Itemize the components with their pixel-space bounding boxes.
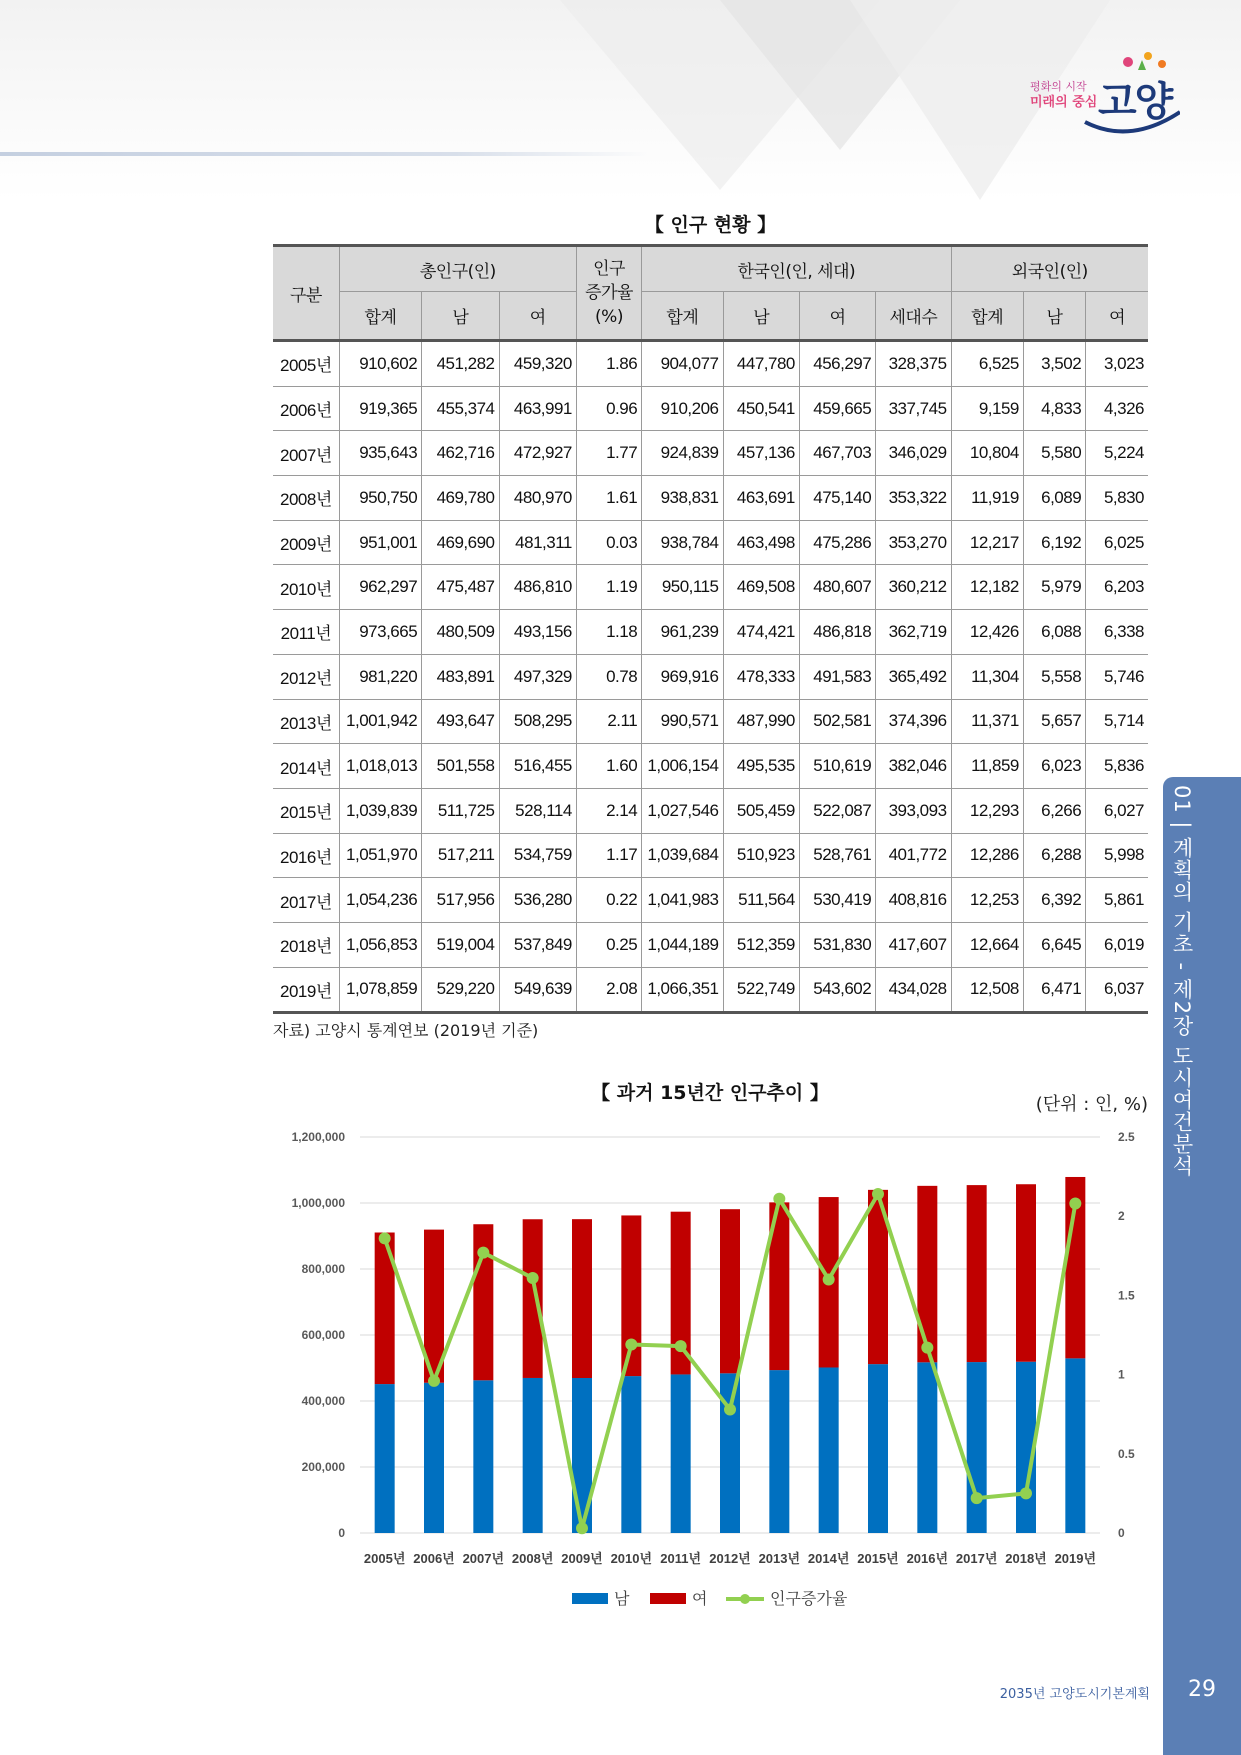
table-cell: 457,136 (723, 431, 799, 476)
table-cell: 493,647 (422, 699, 499, 744)
table-cell: 1.17 (576, 833, 641, 878)
table-cell: 543,602 (799, 967, 875, 1013)
table-cell: 455,374 (422, 386, 499, 431)
year-cell: 2006년 (273, 386, 339, 431)
table-cell: 1.60 (576, 744, 641, 789)
table-cell: 530,419 (799, 878, 875, 923)
y-left-tick-label: 600,000 (301, 1328, 345, 1342)
y-right-tick-label: 0.5 (1118, 1446, 1135, 1461)
table-cell: 1,051,970 (339, 833, 421, 878)
table-cell: 328,375 (876, 341, 951, 387)
table-cell: 531,830 (799, 922, 875, 967)
header-korean-male: 남 (723, 292, 799, 341)
y-left-tick-label: 400,000 (301, 1394, 345, 1408)
table-cell: 0.22 (576, 878, 641, 923)
bar-male (375, 1384, 395, 1533)
table-cell: 919,365 (339, 386, 421, 431)
table-cell: 487,990 (723, 699, 799, 744)
table-cell: 12,293 (951, 788, 1023, 833)
table-cell: 6,192 (1023, 520, 1085, 565)
growth-rate-point (625, 1339, 637, 1351)
table-cell: 517,956 (422, 878, 499, 923)
growth-rate-point (921, 1342, 933, 1354)
table-cell: 0.96 (576, 386, 641, 431)
bar-male (671, 1374, 691, 1533)
table-cell: 962,297 (339, 565, 421, 610)
table-cell: 11,919 (951, 476, 1023, 521)
x-tick-label: 2018년 (1005, 1551, 1047, 1566)
footer-title: 2035년 고양도시기본계획 (999, 1687, 1150, 1702)
y-right-tick-label: 2.5 (1118, 1130, 1135, 1144)
table-cell: 6,019 (1086, 922, 1148, 967)
bar-female (917, 1186, 937, 1362)
bar-female (1016, 1184, 1036, 1361)
x-tick-label: 2017년 (955, 1551, 998, 1566)
chart-unit-label: (단위 : 인, %) (1035, 1094, 1148, 1115)
table-cell: 1,039,684 (642, 833, 723, 878)
header-growth-rate (576, 246, 641, 341)
x-tick-label: 2007년 (462, 1551, 505, 1566)
table-cell: 469,780 (422, 476, 499, 521)
table-cell: 951,001 (339, 520, 421, 565)
table-cell: 511,725 (422, 788, 499, 833)
chapter-side-label: 01 | 계획의 기초 - 제2장 도시여건분석 (1170, 785, 1194, 1177)
x-tick-label: 2011년 (660, 1551, 702, 1566)
table-cell: 12,286 (951, 833, 1023, 878)
table-row (273, 788, 1148, 833)
table-cell: 451,282 (422, 341, 499, 387)
table-cell: 475,286 (799, 520, 875, 565)
y-right-tick-label: 1 (1118, 1367, 1125, 1382)
table-cell: 10,804 (951, 431, 1023, 476)
table-cell: 474,421 (723, 610, 799, 655)
logo-slogan-1: 평화의 시작 (1030, 80, 1087, 93)
table-cell: 2.11 (576, 699, 641, 744)
x-tick-label: 2006년 (413, 1551, 455, 1566)
population-table-body (273, 341, 1148, 1013)
table-cell: 528,114 (499, 788, 576, 833)
y-left-tick-label: 200,000 (301, 1460, 345, 1474)
table-cell: 1,039,839 (339, 788, 421, 833)
table-row (273, 520, 1148, 565)
table-cell: 5,714 (1086, 699, 1148, 744)
growth-rate-point (675, 1340, 687, 1352)
table-cell: 981,220 (339, 654, 421, 699)
table-cell: 973,665 (339, 610, 421, 655)
table-cell: 910,602 (339, 341, 421, 387)
bar-male (1065, 1358, 1085, 1533)
table-cell: 382,046 (876, 744, 951, 789)
legend-label-growth: 인구증가율 (770, 1589, 848, 1608)
table-cell: 12,253 (951, 878, 1023, 923)
table-cell: 528,761 (799, 833, 875, 878)
table-source-note: 자료) 고양시 통계연보 (2019년 기준) (273, 1021, 539, 1040)
table-row (273, 341, 1148, 387)
legend-label-male: 남 (614, 1589, 630, 1608)
table-cell: 510,923 (723, 833, 799, 878)
table-cell: 5,558 (1023, 654, 1085, 699)
table-cell: 1.86 (576, 341, 641, 387)
table-cell: 6,089 (1023, 476, 1085, 521)
table-row (273, 386, 1148, 431)
table-cell: 346,029 (876, 431, 951, 476)
table-cell: 6,027 (1086, 788, 1148, 833)
x-tick-label: 2015년 (857, 1551, 899, 1566)
table-cell: 529,220 (422, 967, 499, 1013)
table-cell: 510,619 (799, 744, 875, 789)
x-tick-label: 2009년 (561, 1551, 603, 1566)
year-cell: 2013년 (273, 699, 339, 744)
x-tick-label: 2016년 (906, 1551, 949, 1566)
table-cell: 938,784 (642, 520, 723, 565)
table-cell: 450,541 (723, 386, 799, 431)
table-cell: 408,816 (876, 878, 951, 923)
table-cell: 3,023 (1086, 341, 1148, 387)
table-cell: 1,027,546 (642, 788, 723, 833)
table-row (273, 654, 1148, 699)
table-cell: 1,054,236 (339, 878, 421, 923)
table-cell: 950,115 (642, 565, 723, 610)
table-cell: 502,581 (799, 699, 875, 744)
bar-male (424, 1383, 444, 1533)
bar-female (720, 1209, 740, 1373)
table-row (273, 476, 1148, 521)
year-cell: 2017년 (273, 878, 339, 923)
x-tick-label: 2010년 (610, 1551, 653, 1566)
year-cell: 2014년 (273, 744, 339, 789)
table-cell: 481,311 (499, 520, 576, 565)
table-cell: 1,001,942 (339, 699, 421, 744)
table-cell: 486,810 (499, 565, 576, 610)
growth-rate-point (971, 1492, 983, 1504)
table-cell: 1,056,853 (339, 922, 421, 967)
population-trend-chart (270, 1120, 1150, 1620)
year-cell: 2005년 (273, 341, 339, 387)
table-title: 【 인구 현황 】 (644, 214, 777, 236)
table-row (273, 878, 1148, 923)
growth-rate-point (823, 1274, 835, 1286)
table-cell: 534,759 (499, 833, 576, 878)
table-cell: 5,830 (1086, 476, 1148, 521)
table-cell: 11,371 (951, 699, 1023, 744)
table-cell: 1,041,983 (642, 878, 723, 923)
table-cell: 536,280 (499, 878, 576, 923)
table-row (273, 744, 1148, 789)
legend-label-female: 여 (692, 1589, 708, 1608)
growth-rate-point (477, 1247, 489, 1259)
table-cell: 5,224 (1086, 431, 1148, 476)
header-growth-rate-line2: 증가율 (585, 283, 633, 303)
header-growth-rate-line1: 인구 (593, 259, 625, 279)
bar-male (473, 1380, 493, 1533)
table-cell: 434,028 (876, 967, 951, 1013)
y-right-tick-label: 2 (1118, 1209, 1125, 1224)
table-cell: 12,217 (951, 520, 1023, 565)
table-cell: 462,716 (422, 431, 499, 476)
growth-rate-point (527, 1272, 539, 1284)
table-cell: 910,206 (642, 386, 723, 431)
header-korean-households: 세대수 (876, 292, 951, 341)
table-cell: 6,203 (1086, 565, 1148, 610)
table-cell: 1,044,189 (642, 922, 723, 967)
table-cell: 486,818 (799, 610, 875, 655)
table-cell: 12,508 (951, 967, 1023, 1013)
table-cell: 3,502 (1023, 341, 1085, 387)
bar-male (621, 1376, 641, 1533)
header-korean-female: 여 (799, 292, 875, 341)
bar-female (967, 1185, 987, 1362)
table-cell: 517,211 (422, 833, 499, 878)
table-cell: 938,831 (642, 476, 723, 521)
table-cell: 472,927 (499, 431, 576, 476)
table-row (273, 833, 1148, 878)
table-cell: 6,288 (1023, 833, 1085, 878)
growth-rate-point (1020, 1487, 1032, 1499)
table-cell: 353,322 (876, 476, 951, 521)
table-cell: 6,088 (1023, 610, 1085, 655)
header-foreign-male: 남 (1023, 292, 1085, 341)
growth-rate-point (1069, 1198, 1081, 1210)
header-total-sum: 합계 (339, 292, 421, 341)
year-cell: 2018년 (273, 922, 339, 967)
table-cell: 6,525 (951, 341, 1023, 387)
table-cell: 480,970 (499, 476, 576, 521)
year-cell: 2019년 (273, 967, 339, 1013)
bar-male (523, 1378, 543, 1533)
table-cell: 924,839 (642, 431, 723, 476)
growth-rate-point (773, 1193, 785, 1205)
table-cell: 2.14 (576, 788, 641, 833)
table-row (273, 699, 1148, 744)
legend-swatch-male (572, 1593, 608, 1604)
logo-name: 고양 (1098, 79, 1172, 125)
y-left-tick-label: 0 (338, 1526, 345, 1540)
table-cell: 6,025 (1086, 520, 1148, 565)
table-cell: 6,392 (1023, 878, 1085, 923)
table-cell: 1.77 (576, 431, 641, 476)
table-cell: 469,508 (723, 565, 799, 610)
table-cell: 459,320 (499, 341, 576, 387)
bar-male (967, 1362, 987, 1533)
table-cell: 463,991 (499, 386, 576, 431)
y-left-tick-label: 1,200,000 (291, 1130, 345, 1144)
x-tick-label: 2005년 (363, 1551, 406, 1566)
year-cell: 2012년 (273, 654, 339, 699)
table-cell: 1.19 (576, 565, 641, 610)
table-cell: 483,891 (422, 654, 499, 699)
table-cell: 12,182 (951, 565, 1023, 610)
population-table (273, 244, 1148, 1014)
growth-rate-point (724, 1403, 736, 1415)
table-cell: 447,780 (723, 341, 799, 387)
y-right-tick-label: 0 (1118, 1526, 1125, 1540)
legend-swatch-female (650, 1593, 686, 1604)
legend-swatch-growth-point (740, 1594, 750, 1604)
table-cell: 1,066,351 (642, 967, 723, 1013)
table-cell: 491,583 (799, 654, 875, 699)
table-cell: 5,580 (1023, 431, 1085, 476)
table-cell: 11,859 (951, 744, 1023, 789)
logo-slogan-2: 미래의 중심 (1030, 95, 1098, 110)
growth-rate-point (576, 1522, 588, 1534)
table-cell: 5,746 (1086, 654, 1148, 699)
table-cell: 475,487 (422, 565, 499, 610)
table-cell: 0.25 (576, 922, 641, 967)
table-cell: 1.61 (576, 476, 641, 521)
table-cell: 6,645 (1023, 922, 1085, 967)
table-cell: 961,239 (642, 610, 723, 655)
bar-male (769, 1370, 789, 1533)
table-cell: 11,304 (951, 654, 1023, 699)
table-cell: 475,140 (799, 476, 875, 521)
table-cell: 467,703 (799, 431, 875, 476)
year-cell: 2015년 (273, 788, 339, 833)
y-right-tick-label: 1.5 (1118, 1288, 1135, 1303)
table-cell: 362,719 (876, 610, 951, 655)
header-foreign: 외국인(인) (951, 246, 1148, 292)
table-cell: 2.08 (576, 967, 641, 1013)
table-cell: 516,455 (499, 744, 576, 789)
bar-female (572, 1219, 592, 1378)
table-cell: 990,571 (642, 699, 723, 744)
table-cell: 5,998 (1086, 833, 1148, 878)
table-cell: 505,459 (723, 788, 799, 833)
table-cell: 6,023 (1023, 744, 1085, 789)
year-cell: 2009년 (273, 520, 339, 565)
header-total-female: 여 (499, 292, 576, 341)
table-cell: 4,326 (1086, 386, 1148, 431)
table-cell: 4,833 (1023, 386, 1085, 431)
header-korean-sum: 합계 (642, 292, 723, 341)
table-cell: 6,338 (1086, 610, 1148, 655)
table-cell: 969,916 (642, 654, 723, 699)
table-cell: 365,492 (876, 654, 951, 699)
chart-title: 【 과거 15년간 인구추이 】 (591, 1082, 829, 1104)
table-row (273, 967, 1148, 1013)
table-cell: 6,266 (1023, 788, 1085, 833)
table-cell: 463,498 (723, 520, 799, 565)
table-row (273, 565, 1148, 610)
table-cell: 393,093 (876, 788, 951, 833)
table-cell: 401,772 (876, 833, 951, 878)
table-cell: 935,643 (339, 431, 421, 476)
y-left-tick-label: 800,000 (301, 1262, 345, 1276)
header-total-male: 남 (422, 292, 499, 341)
x-tick-label: 2019년 (1054, 1551, 1097, 1566)
table-cell: 463,691 (723, 476, 799, 521)
table-cell: 904,077 (642, 341, 723, 387)
header-growth-rate-line3: (%) (595, 307, 623, 327)
table-cell: 1,006,154 (642, 744, 723, 789)
table-cell: 353,270 (876, 520, 951, 565)
table-cell: 337,745 (876, 386, 951, 431)
year-cell: 2010년 (273, 565, 339, 610)
table-cell: 549,639 (499, 967, 576, 1013)
table-cell: 360,212 (876, 565, 951, 610)
table-cell: 478,333 (723, 654, 799, 699)
growth-rate-point (428, 1375, 440, 1387)
bar-male (868, 1364, 888, 1533)
header-rule (0, 152, 650, 156)
table-row (273, 610, 1148, 655)
header-category: 구분 (273, 246, 339, 341)
table-row (273, 431, 1148, 476)
table-cell: 495,535 (723, 744, 799, 789)
table-cell: 1,018,013 (339, 744, 421, 789)
table-cell: 519,004 (422, 922, 499, 967)
year-cell: 2008년 (273, 476, 339, 521)
table-cell: 459,665 (799, 386, 875, 431)
table-cell: 480,509 (422, 610, 499, 655)
table-cell: 0.03 (576, 520, 641, 565)
x-tick-label: 2012년 (709, 1551, 751, 1566)
page-number: 29 (1188, 1677, 1216, 1702)
header-foreign-female: 여 (1086, 292, 1148, 341)
header-total-population: 총인구(인) (339, 246, 576, 292)
table-cell: 6,471 (1023, 967, 1085, 1013)
year-cell: 2016년 (273, 833, 339, 878)
table-cell: 511,564 (723, 878, 799, 923)
year-cell: 2007년 (273, 431, 339, 476)
table-cell: 5,836 (1086, 744, 1148, 789)
table-cell: 493,156 (499, 610, 576, 655)
table-row (273, 922, 1148, 967)
table-cell: 417,607 (876, 922, 951, 967)
city-logo (1030, 50, 1180, 135)
table-cell: 950,750 (339, 476, 421, 521)
table-cell: 12,426 (951, 610, 1023, 655)
y-left-tick-label: 1,000,000 (291, 1196, 345, 1210)
table-cell: 522,087 (799, 788, 875, 833)
table-cell: 480,607 (799, 565, 875, 610)
table-cell: 1.18 (576, 610, 641, 655)
table-cell: 0.78 (576, 654, 641, 699)
bar-male (819, 1367, 839, 1533)
bar-female (523, 1219, 543, 1378)
x-tick-label: 2013년 (758, 1551, 801, 1566)
table-cell: 9,159 (951, 386, 1023, 431)
table-cell: 12,664 (951, 922, 1023, 967)
header-foreign-sum: 합계 (951, 292, 1023, 341)
table-cell: 5,657 (1023, 699, 1085, 744)
growth-rate-point (872, 1188, 884, 1200)
growth-rate-point (379, 1232, 391, 1244)
table-cell: 1,078,859 (339, 967, 421, 1013)
table-cell: 501,558 (422, 744, 499, 789)
bar-male (917, 1362, 937, 1533)
year-cell: 2011년 (273, 610, 339, 655)
table-cell: 456,297 (799, 341, 875, 387)
table-cell: 537,849 (499, 922, 576, 967)
x-tick-label: 2014년 (807, 1551, 850, 1566)
table-cell: 508,295 (499, 699, 576, 744)
header-korean: 한국인(인, 세대) (642, 246, 951, 292)
table-cell: 469,690 (422, 520, 499, 565)
table-cell: 522,749 (723, 967, 799, 1013)
table-cell: 5,979 (1023, 565, 1085, 610)
table-cell: 374,396 (876, 699, 951, 744)
x-tick-label: 2008년 (511, 1551, 554, 1566)
table-cell: 6,037 (1086, 967, 1148, 1013)
table-cell: 497,329 (499, 654, 576, 699)
table-cell: 5,861 (1086, 878, 1148, 923)
table-cell: 512,359 (723, 922, 799, 967)
